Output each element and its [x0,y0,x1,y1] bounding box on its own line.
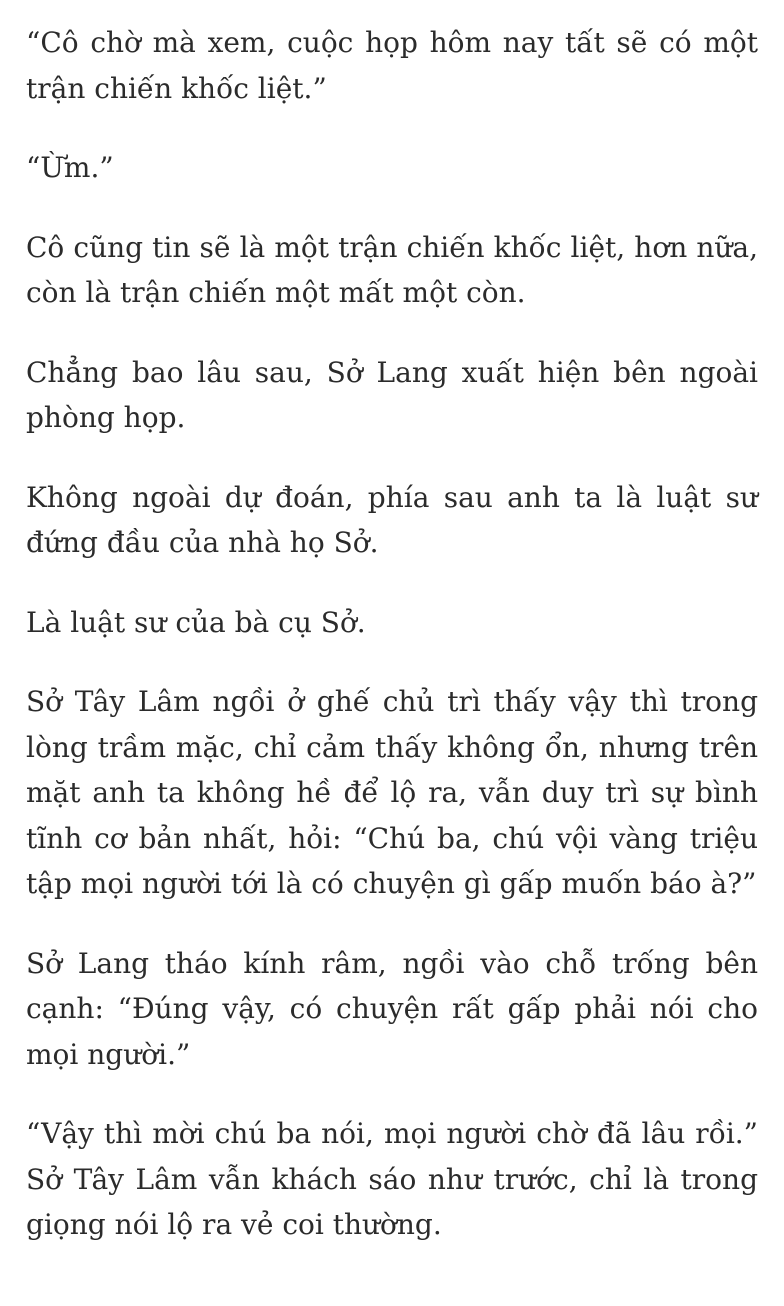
paragraph-1: “Cô chờ mà xem, cuộc họp hôm nay tất sẽ có một trận chiến khốc liệt.” [26,26,758,105]
paragraph-2: “Ừm.” [26,151,114,184]
paragraph-9: “Vậy thì mời chú ba nói, mọi người chờ đã lâu rồi.” Sở Tây Lâm vẫn khách sáo như trước, chỉ là trong giọng nói lộ ra vẻ coi thường. [26,1117,758,1241]
paragraph-6: Là luật sư của bà cụ Sở. [26,605,366,639]
paragraph-3: Cô cũng tin sẽ là một trận chiến khốc liệt, hơn nữa, còn là trận chiến một mất một còn. [26,230,758,309]
paragraph-5: Không ngoài dự đoán, phía sau anh ta là luật sư đứng đầu của nhà họ Sở. [26,480,758,559]
paragraph-4: Chẳng bao lâu sau, Sở Lang xuất hiện bên ngoài phòng họp. [26,355,758,434]
paragraph-8: Sở Lang tháo kính râm, ngồi vào chỗ trống bên cạnh: “Đúng vậy, có chuyện rất gấp phải nói cho mọi người.” [26,946,758,1071]
paragraph-7: Sở Tây Lâm ngồi ở ghế chủ trì thấy vậy thì trong lòng trầm mặc, chỉ cảm thấy không ổn, nhưng trên mặt anh ta không hề để lộ ra, vẫn duy trì sự bình tĩnh cơ bản nhất, hỏi: “Chú ba, chú vội vàng triệu tập mọi người tới là có chuyện gì gấp muốn báo à?” [26,685,758,900]
